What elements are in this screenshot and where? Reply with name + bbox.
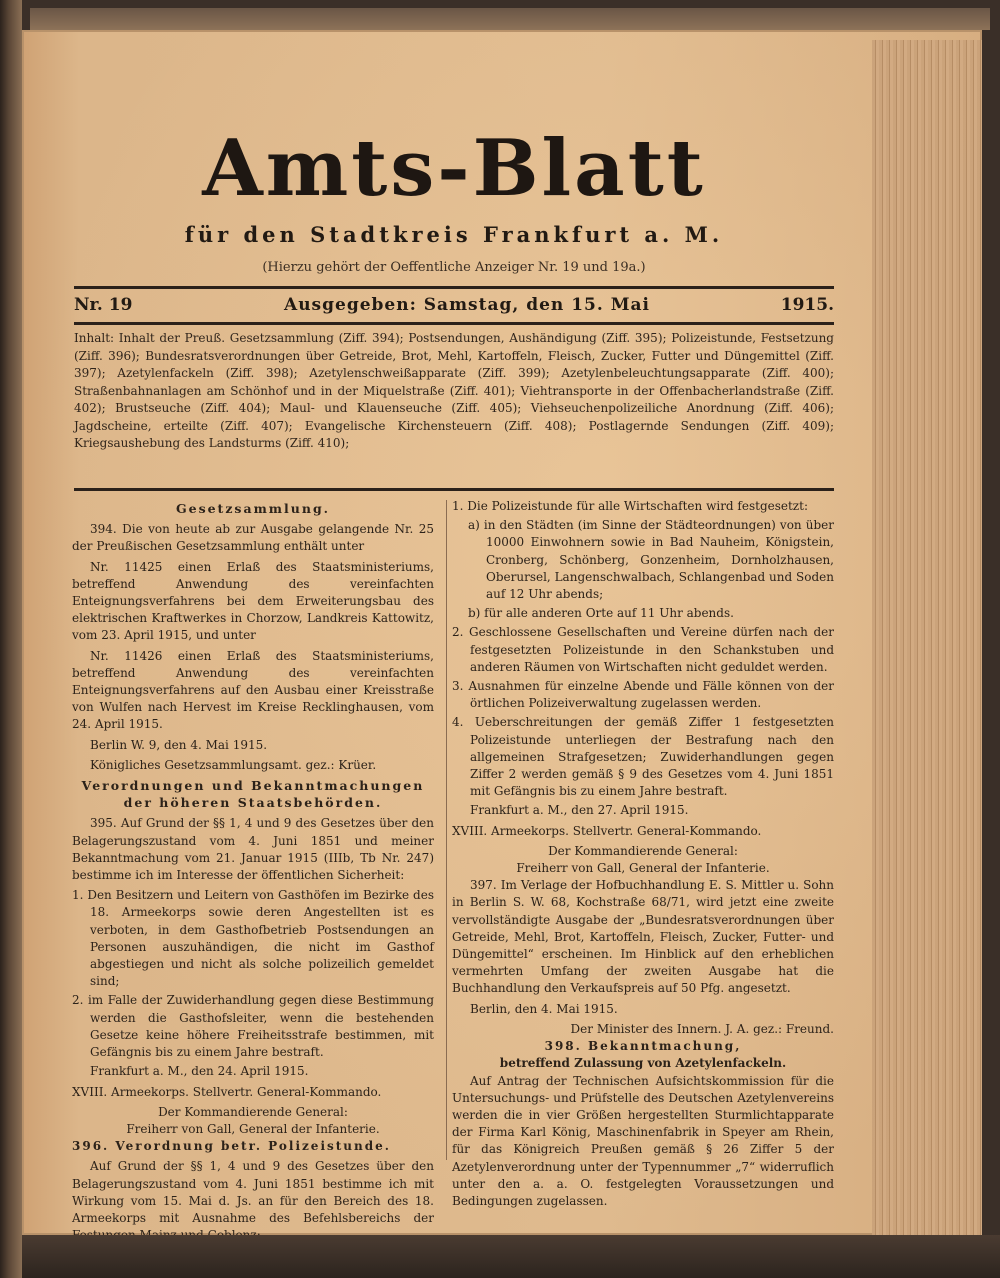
book-top-edge <box>30 8 990 30</box>
newspaper-page <box>22 30 982 1235</box>
section-heading: Verordnungen und Bekanntmachungen der höheren Staatsbehörden. <box>81 778 425 811</box>
list-item: 1. Die Polizeistunde für alle Wirtschaften wird festgesetzt: <box>452 499 808 513</box>
signature-line: Freiherr von Gall, General der Infanterie. <box>126 1121 380 1136</box>
paragraph: 397. Im Verlage der Hofbuchhandlung E. S. Mittler u. Sohn in Berlin S. W. 68, Kochstraße 68/71, wird jetzt eine zweite vervollständigte Ausgabe der „Bundesratsverordnungen über Getreide, Mehl, Brot, Kartoffeln, Fleisch, Zucker, Futter- und Düngemittel“ erscheinen. Im Hinblick auf den erheblichen vermehrten Umfang der zweiten Ausgabe hat die Buchhandlung den Verkaufspreis auf 50 Pfg. angesetzt. <box>452 878 834 996</box>
paragraph: Nr. 11425 einen Erlaß des Staatsministeriums, betreffend Anwendung des vereinfachten Enteignungsverfahrens bei dem Erweiterungsbau des elektrischen Kraftwerkes in Chorzow, Landkreis Kattowitz, vom 23. April 1915, und unter <box>72 559 434 643</box>
list-item: 4. Ueberschreitungen der gemäß Ziffer 1 festgesetzten Polizeistunde unterliegen der Bestrafung nach den allgemeinen Strafgesetzen; Zuwiderhandlungen gegen Ziffer 2 werden gemäß § 9 des Gesetzes vom 4. Juni 1851 mit Gefängnis bis zu einem Jahre bestraft. <box>452 715 834 799</box>
list-item: 3. Ausnahmen für einzelne Abende und Fälle können von der örtlichen Polizeiverwaltung zugelassen werden. <box>452 679 834 711</box>
header-rule-top <box>74 286 834 289</box>
table-of-contents: Inhalt: Inhalt der Preuß. Gesetzsammlung (Ziff. 394); Postsendungen, Aushändigung (Ziff. 395); Polizeistunde, Festsetzung (Ziff. 396); Bundesratsverordnungen über Getreide, Brot, Mehl, Kartoffeln, Fleisch, Zucker, Futter und Düngemittel (Ziff. 397); Azetylenfackeln (Ziff. 398); Azetylenschweißapparate (Ziff. 399); Azetylenbeleuchtungsapparate (Ziff. 400); Straßenbahnanlagen am Schönhof und in der Miquelstraße (Ziff. 401); Viehtransporte in der Offenbacherlandstraße (Ziff. 402); Brustseuche (Ziff. 404); Maul- und Klauenseuche (Ziff. 405); Viehseuchenpolizeiliche Anordnung (Ziff. 406); Jagdscheine, erteilte (Ziff. 407); Evangelische Kirchensteuern (Ziff. 408); Postlagernde Sendungen (Ziff. 409); Kriegsaushebung des Landsturms (Ziff. 410); <box>74 331 834 450</box>
list-item: b) für alle anderen Orte auf 11 Uhr abends. <box>468 606 734 621</box>
paragraph: 394. Die von heute ab zur Ausgabe gelangende Nr. 25 der Preußischen Gesetzsammlung enthält unter <box>72 522 434 554</box>
paragraph: Auf Antrag der Technischen Aufsichtskommission für die Untersuchungs- und Prüfstelle des Deutschen Azetylenvereins werden die in vier Größen hergestellten Sturmlichtapparate der Firma Karl König, Maschinenfabrik in Speyer am Rhein, für das Königreich Preußen gemäß § 26 Ziffer 5 der Azetylenverordnung unter der Typennummer „7“ widerruflich unter den a. a. O. festgelegten Voraussetzungen und Bedingungen zugelassen. <box>452 1073 834 1208</box>
paragraph: Berlin W. 9, den 4. Mai 1915. <box>90 737 268 752</box>
book-spine <box>0 0 22 1278</box>
right-column <box>452 498 834 1213</box>
list-item: 2. Geschlossene Gesellschaften und Vereine dürfen nach der festgesetzten Polizeistunde in den Schankstuben und anderen Räumen von Wirtschaften nicht geduldet werden. <box>452 625 834 674</box>
paragraph-subheading: betreffend Zulassung von Azetylenfackeln. <box>499 1056 787 1071</box>
signature-line: Frankfurt a. M., den 27. April 1915. <box>470 803 689 818</box>
paragraph: Königliches Gesetzsammlungsamt. gez.: Krüer. <box>90 757 377 772</box>
issue-year: 1915. <box>780 295 834 315</box>
list-item: a) in den Städten (im Sinne der Städteordnungen) von über 10000 Einwohnern sowie in Bad Nauheim, Königstein, Cronberg, Schönberg, Gonzenheim, Dornholzhausen, Oberursel, Langenschwalbach, Schlangenbad und Soden auf 12 Uhr abends; <box>468 518 834 602</box>
issue-number: Nr. 19 <box>74 295 133 315</box>
contents-rule <box>74 488 834 491</box>
issue-line <box>74 295 834 319</box>
paragraph-heading: 398. Bekanntmachung, <box>544 1039 742 1054</box>
paragraph: Auf Grund der §§ 1, 4 und 9 des Gesetzes über den Belagerungszustand vom 4. Juni 1851 bestimme ich mit Wirkung vom 15. Mai d. Js. an für den Bereich des 18. Armeekorps mit Ausnahme des Befehlsbereichs der <box>72 1159 434 1225</box>
paragraph: 395. Auf Grund der §§ 1, 4 und 9 des Gesetzes über den Belagerungszustand vom 4. Juni 1851 und meiner Bekanntmachung vom 21. Januar 1915 (IIIb, Tb Nr. 247) bestimme ich im Interesse der öffentlichen Sicherheit: <box>72 816 434 883</box>
paragraph: Nr. 11426 einen Erlaß des Staatsministeriums, betreffend Anwendung des vereinfachten Enteignungsverfahrens auf den Ausbau einer Kreisstraße von Wulfen nach Hervest im Kreise Recklinghausen, vom 24. April 1915. <box>72 648 434 732</box>
masthead-note: (Hierzu gehört der Oeffentliche Anzeiger Nr. 19 und 19a.) <box>262 260 646 275</box>
page-stack-edges <box>872 40 982 1265</box>
signature-line: Der Kommandierende General: <box>158 1104 348 1119</box>
masthead-subtitle: für den Stadtkreis Frankfurt a. M. <box>184 222 724 247</box>
paragraph-heading: 396. Verordnung betr. Polizeistunde. <box>72 1139 391 1154</box>
list-item: 2. im Falle der Zuwiderhandlung gegen diese Bestimmung werden die Gasthofsleiter, wenn die bestehenden Gesetze keine höhere Freiheitsstrafe bestimmen, mit Gefängnis bis zu einem Jahre bestraft. <box>72 993 434 1060</box>
signature-line: XVIII. Armeekorps. Stellvertr. General-Kommando. <box>452 823 762 838</box>
signature-line: Freiherr von Gall, General der Infanterie. <box>516 861 770 876</box>
signature-line: Der Kommandierende General: <box>548 843 738 858</box>
section-heading: Gesetzsammlung. <box>175 501 331 516</box>
masthead-title: Amts-Blatt <box>202 123 706 214</box>
signature-line: XVIII. Armeekorps. Stellvertr. General-Kommando. <box>72 1084 382 1099</box>
left-column <box>72 498 434 1247</box>
signature-line: Berlin, den 4. Mai 1915. <box>470 1001 618 1016</box>
list-item: 1. Den Besitzern und Leitern von Gasthöfen im Bezirke des 18. Armeekorps sowie deren Angestellten ist es verboten, in dem Gasthofbetrieb Postsendungen an Personen auszuhändigen, die nicht im Gasthof abgestiegen und nicht als solche polizeilich gemeldet sind; <box>72 888 434 989</box>
issue-date: Ausgegeben: Samstag, den 15. Mai <box>284 295 650 315</box>
signature-line: Frankfurt a. M., den 24. April 1915. <box>90 1064 309 1079</box>
book-bottom-edge <box>22 1235 1000 1278</box>
signature-line: Der Minister des Innern. J. A. gez.: Freund. <box>570 1021 834 1036</box>
column-divider <box>446 500 447 1160</box>
header-rule-bottom <box>74 322 834 325</box>
